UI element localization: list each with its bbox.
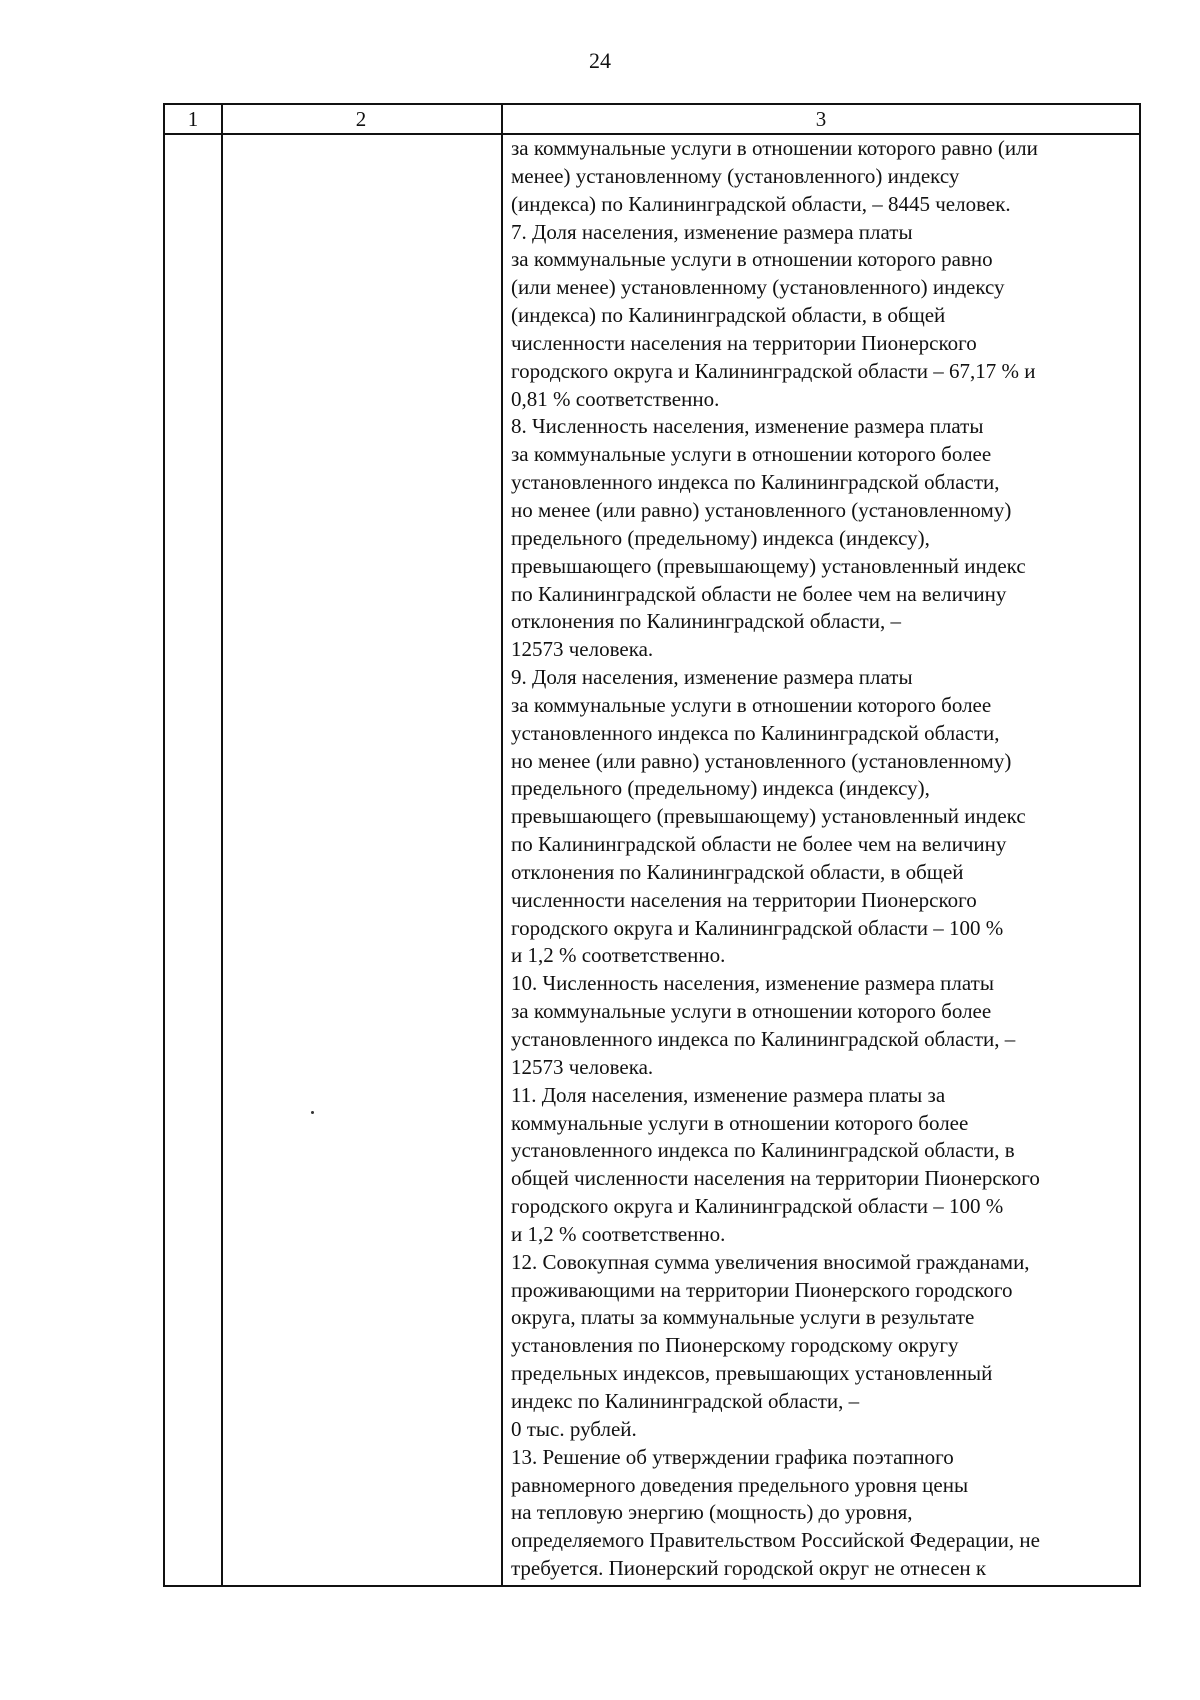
text-line: 11. Доля населения, изменение размера платы за <box>511 1082 946 1107</box>
text-line: общей численности населения на территории Пионерского <box>511 1166 1040 1191</box>
text-line: и 1,2 % соответственно. <box>511 1221 726 1246</box>
text-line: (индекса) по Калининградской области, в общей <box>511 303 946 328</box>
text-line: за коммунальные услуги в отношении которого более <box>511 999 992 1024</box>
text-line: округа, платы за коммунальные услуги в результате <box>511 1305 975 1330</box>
text-line: предельных индексов, превышающих установленный <box>511 1361 993 1386</box>
text-line: 0,81 % соответственно. <box>511 386 720 411</box>
text-line: 7. Доля населения, изменение размера платы <box>511 219 913 244</box>
text-line: за коммунальные услуги в отношении которого равно (или <box>511 136 1038 160</box>
text-line: определяемого Правительством Российской Федерации, не <box>511 1528 1040 1553</box>
column-divider-2 <box>501 105 503 1585</box>
text-line: установленного индекса по Калининградской области, в <box>511 1138 1015 1163</box>
text-line: установленного индекса по Калининградской области, <box>511 720 1000 745</box>
text-line: установления по Пионерскому городскому округу <box>511 1333 959 1358</box>
text-line: (индекса) по Калининградской области, – 8445 человек. <box>511 191 1011 216</box>
page-number: 24 <box>589 48 611 73</box>
text-line: 12573 человека. <box>511 637 654 662</box>
text-line: численности населения на территории Пионерского <box>511 887 977 912</box>
text-line: но менее (или равно) установленного (установленному) <box>511 497 1012 522</box>
text-line: городского округа и Калининградской области – 100 % <box>511 915 1004 940</box>
text-line: индекс по Калининградской области, – <box>511 1388 860 1413</box>
text-line: коммунальные услуги в отношении которого более <box>511 1110 969 1135</box>
column-divider-1 <box>221 105 223 1585</box>
text-line: городского округа и Калининградской области – 100 % <box>511 1194 1004 1219</box>
table-header-row <box>165 105 1139 135</box>
stray-mark <box>311 1111 314 1114</box>
text-line: предельного (предельному) индекса (индексу), <box>511 525 930 550</box>
text-line: 8. Численность населения, изменение размера платы <box>511 414 984 439</box>
text-line: за коммунальные услуги в отношении которого равно <box>511 247 993 272</box>
column-3-text <box>511 135 1141 1583</box>
text-line: установленного индекса по Калининградской области, <box>511 470 1000 495</box>
text-line: отклонения по Калининградской области, в общей <box>511 859 964 884</box>
text-line: по Калининградской области не более чем на величину <box>511 581 1007 606</box>
text-line: требуется. Пионерский городской округ не отнесен к <box>511 1556 987 1581</box>
text-line: менее) установленному (установленного) индексу <box>511 163 960 188</box>
column-header-2: 2 <box>355 107 367 131</box>
text-line: 0 тыс. рублей. <box>511 1416 637 1441</box>
text-line: 12. Совокупная сумма увеличения вносимой гражданами, <box>511 1249 1030 1274</box>
text-line: 10. Численность населения, изменение размера платы <box>511 971 994 996</box>
text-line: по Калининградской области не более чем на величину <box>511 832 1007 857</box>
text-line: проживающими на территории Пионерского городского <box>511 1277 1013 1302</box>
text-line: 12573 человека. <box>511 1054 654 1079</box>
text-line: (или менее) установленному (установленного) индексу <box>511 275 1005 300</box>
text-line: превышающего (превышающему) установленный индекс <box>511 804 1026 829</box>
text-line: городского округа и Калининградской области – 67,17 % и <box>511 358 1036 383</box>
text-line: на тепловую энергию (мощность) до уровня, <box>511 1500 913 1525</box>
text-line: за коммунальные услуги в отношении которого более <box>511 442 992 467</box>
text-line: за коммунальные услуги в отношении которого более <box>511 692 992 717</box>
text-line: 13. Решение об утверждении графика поэтапного <box>511 1444 954 1469</box>
text-line: отклонения по Калининградской области, – <box>511 609 901 634</box>
text-line: предельного (предельному) индекса (индексу), <box>511 776 930 801</box>
text-line: превышающего (превышающему) установленный индекс <box>511 553 1026 578</box>
column-header-3: 3 <box>815 107 827 131</box>
document-table <box>163 103 1141 1587</box>
text-line: но менее (или равно) установленного (установленному) <box>511 748 1012 773</box>
text-line: 9. Доля населения, изменение размера платы <box>511 665 913 690</box>
column-header-1: 1 <box>187 107 199 131</box>
text-line: установленного индекса по Калининградской области, – <box>511 1027 1016 1051</box>
text-line: численности населения на территории Пионерского <box>511 330 977 355</box>
text-line: и 1,2 % соответственно. <box>511 943 726 968</box>
text-line: равномерного доведения предельного уровня цены <box>511 1472 969 1497</box>
